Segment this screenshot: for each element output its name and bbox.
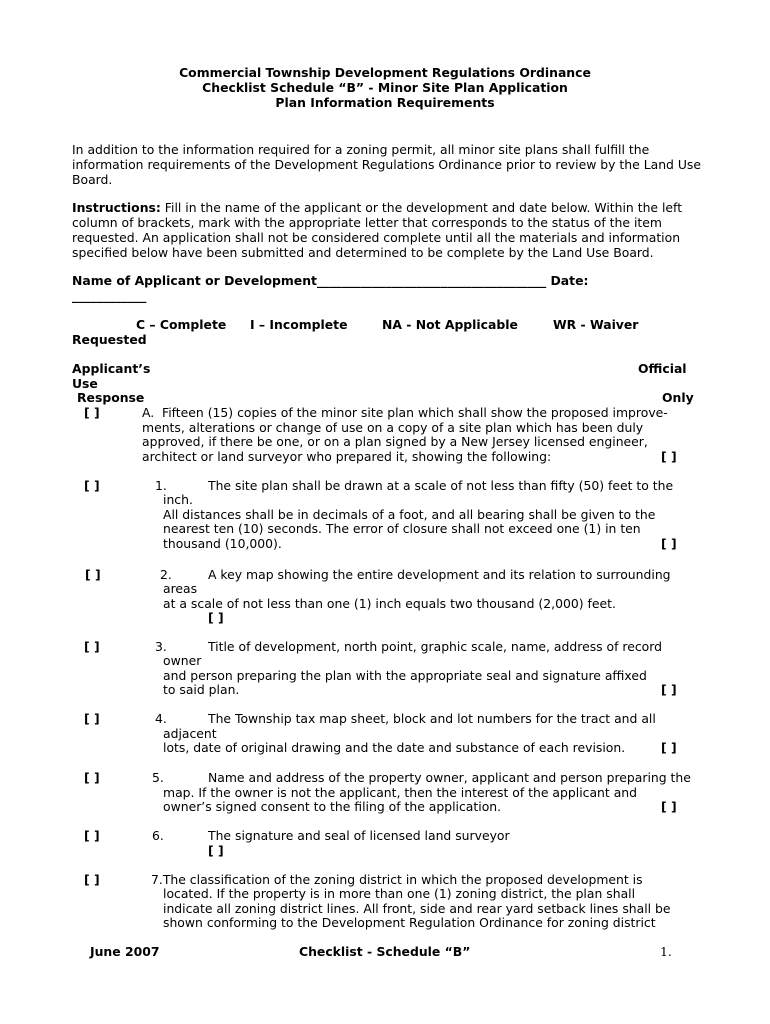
official-checkbox-2[interactable]: [ ] [208,610,224,625]
applicant-checkbox-a[interactable]: [ ] [84,405,100,420]
applicant-checkbox-4[interactable]: [ ] [84,711,100,726]
legend-waiver: WR - Waiver [553,317,639,332]
item-1-line5: thousand (10,000). [163,536,282,551]
applicant-checkbox-1[interactable]: [ ] [84,478,100,493]
item-4-line3: lots, date of original drawing and the date and substance of each revision. [163,740,626,755]
item-7-line1 [151,872,643,887]
column-response-label: Response [77,390,145,405]
applicant-name-line [72,273,588,288]
intro-paragraph: In addition to the information required for a zoning permit, all minor site plans shall fulfill the information requirements of the Development Regulations Ordinance prior to review by the Land Use Board. [72,142,701,187]
legend-waiver-requested: Requested [72,332,147,347]
item-5-line3: owner’s signed consent to the filing of the application. [163,799,502,814]
item-3-number: 3. [155,639,167,654]
item-1-line4: nearest ten (10) seconds. The error of closure shall not exceed one (1) in ten [163,521,641,536]
applicant-checkbox-6[interactable]: [ ] [84,828,100,843]
item-a-line4: architect or land surveyor who prepared it, showing the following: [142,449,552,464]
column-applicant-label: Applicant’s [72,361,151,376]
item-3-line2: owner [163,653,202,668]
item-5-line1: Name and address of the property owner, applicant and person preparing the [208,770,691,785]
item-5-number: 5. [152,770,164,785]
item-1-line2: inch. [163,492,193,507]
applicant-checkbox-3[interactable]: [ ] [84,639,100,654]
item-5-line2: map. If the owner is not the applicant, then the interest of the applicant and [163,785,638,800]
item-a-line2: ments, alterations or change of use on a copy of a site plan which has been duly [142,420,644,435]
item-1-number: 1. [155,478,167,493]
official-checkbox-3[interactable]: [ ] [661,682,677,697]
title-plan-info: Plan Information Requirements [275,95,495,110]
applicant-name-field[interactable]: _____________________________________ [316,273,547,288]
item-6-number: 6. [152,828,164,843]
official-checkbox-a[interactable]: [ ] [661,449,677,464]
footer-date: June 2007 [90,944,160,959]
applicant-checkbox-7[interactable]: [ ] [84,872,100,887]
date-label: Date: [546,273,589,288]
item-a-letter: A. [142,405,155,420]
item-1-line3: All distances shall be in decimals of a foot, and all bearing shall be given to the [163,507,656,522]
applicant-checkbox-2[interactable]: [ ] [85,567,101,582]
legend-complete: C – Complete [136,317,227,332]
item-1-line1: The site plan shall be drawn at a scale of not less than fifty (50) feet to the [208,478,674,493]
applicant-name-label: Name of Applicant or Development [72,273,317,288]
footer-title: Checklist - Schedule “B” [299,944,471,959]
official-checkbox-5[interactable]: [ ] [661,799,677,814]
official-checkbox-4[interactable]: [ ] [661,740,677,755]
legend-incomplete: I – Incomplete [250,317,348,332]
column-use-label: Use [72,376,98,391]
item-7-text: The classification of the zoning district in which the proposed development is [162,872,643,887]
title-checklist: Checklist Schedule “B” - Minor Site Plan Application [202,80,568,95]
legend-not-applicable: NA - Not Applicable [382,317,518,332]
footer-page-number: 1. [660,944,672,959]
official-checkbox-6[interactable]: [ ] [208,843,224,858]
item-4-line2: adjacent [163,726,217,741]
item-3-line3: and person preparing the plan with the appropriate seal and signature affixed [163,668,647,683]
instructions-text: Fill in the name of the applicant or the development and date below. Within the left column of brackets, mark with the appropriate letter that corresponds to the status of the item requested. An application shall not be considered complete until all the materials and information specified below have been submitted and determined to be complete by the Land Use Board. [72,200,683,260]
date-field[interactable]: ____________ [72,288,147,303]
item-a-line1: Fifteen (15) copies of the minor site plan which shall show the proposed improve- [162,405,668,420]
item-3-line4: to said plan. [163,682,240,697]
item-3-line1: Title of development, north point, graphic scale, name, address of record [208,639,663,654]
item-2-line2: areas [163,581,198,596]
item-4-number: 4. [155,711,167,726]
item-6-line1: The signature and seal of licensed land surveyor [208,828,510,843]
instructions-paragraph [72,200,712,260]
item-7-number: 7. [151,872,163,887]
instructions-label: Instructions: [72,200,161,215]
item-2-line3: at a scale of not less than one (1) inch equals two thousand (2,000) feet. [163,596,616,611]
item-4-line1: The Township tax map sheet, block and lot numbers for the tract and all [208,711,656,726]
item-7-line2: located. If the property is in more than one (1) zoning district, the plan shall [163,886,636,901]
item-7-line4: shown conforming to the Development Regulation Ordinance for zoning district [163,915,656,930]
official-checkbox-1[interactable]: [ ] [661,536,677,551]
item-2-line1: A key map showing the entire development and its relation to surrounding [208,567,671,582]
column-official-label: Official [638,361,687,376]
column-only-label: Only [662,390,694,405]
item-a-line3: approved, if there be one, or on a plan signed by a New Jersey licensed engineer, [142,434,648,449]
applicant-checkbox-5[interactable]: [ ] [84,770,100,785]
item-7-line3: indicate all zoning district lines. All front, side and rear yard setback lines shall be [163,901,671,916]
title-ordinance: Commercial Township Development Regulations Ordinance [179,65,591,80]
item-2-number: 2. [160,567,172,582]
